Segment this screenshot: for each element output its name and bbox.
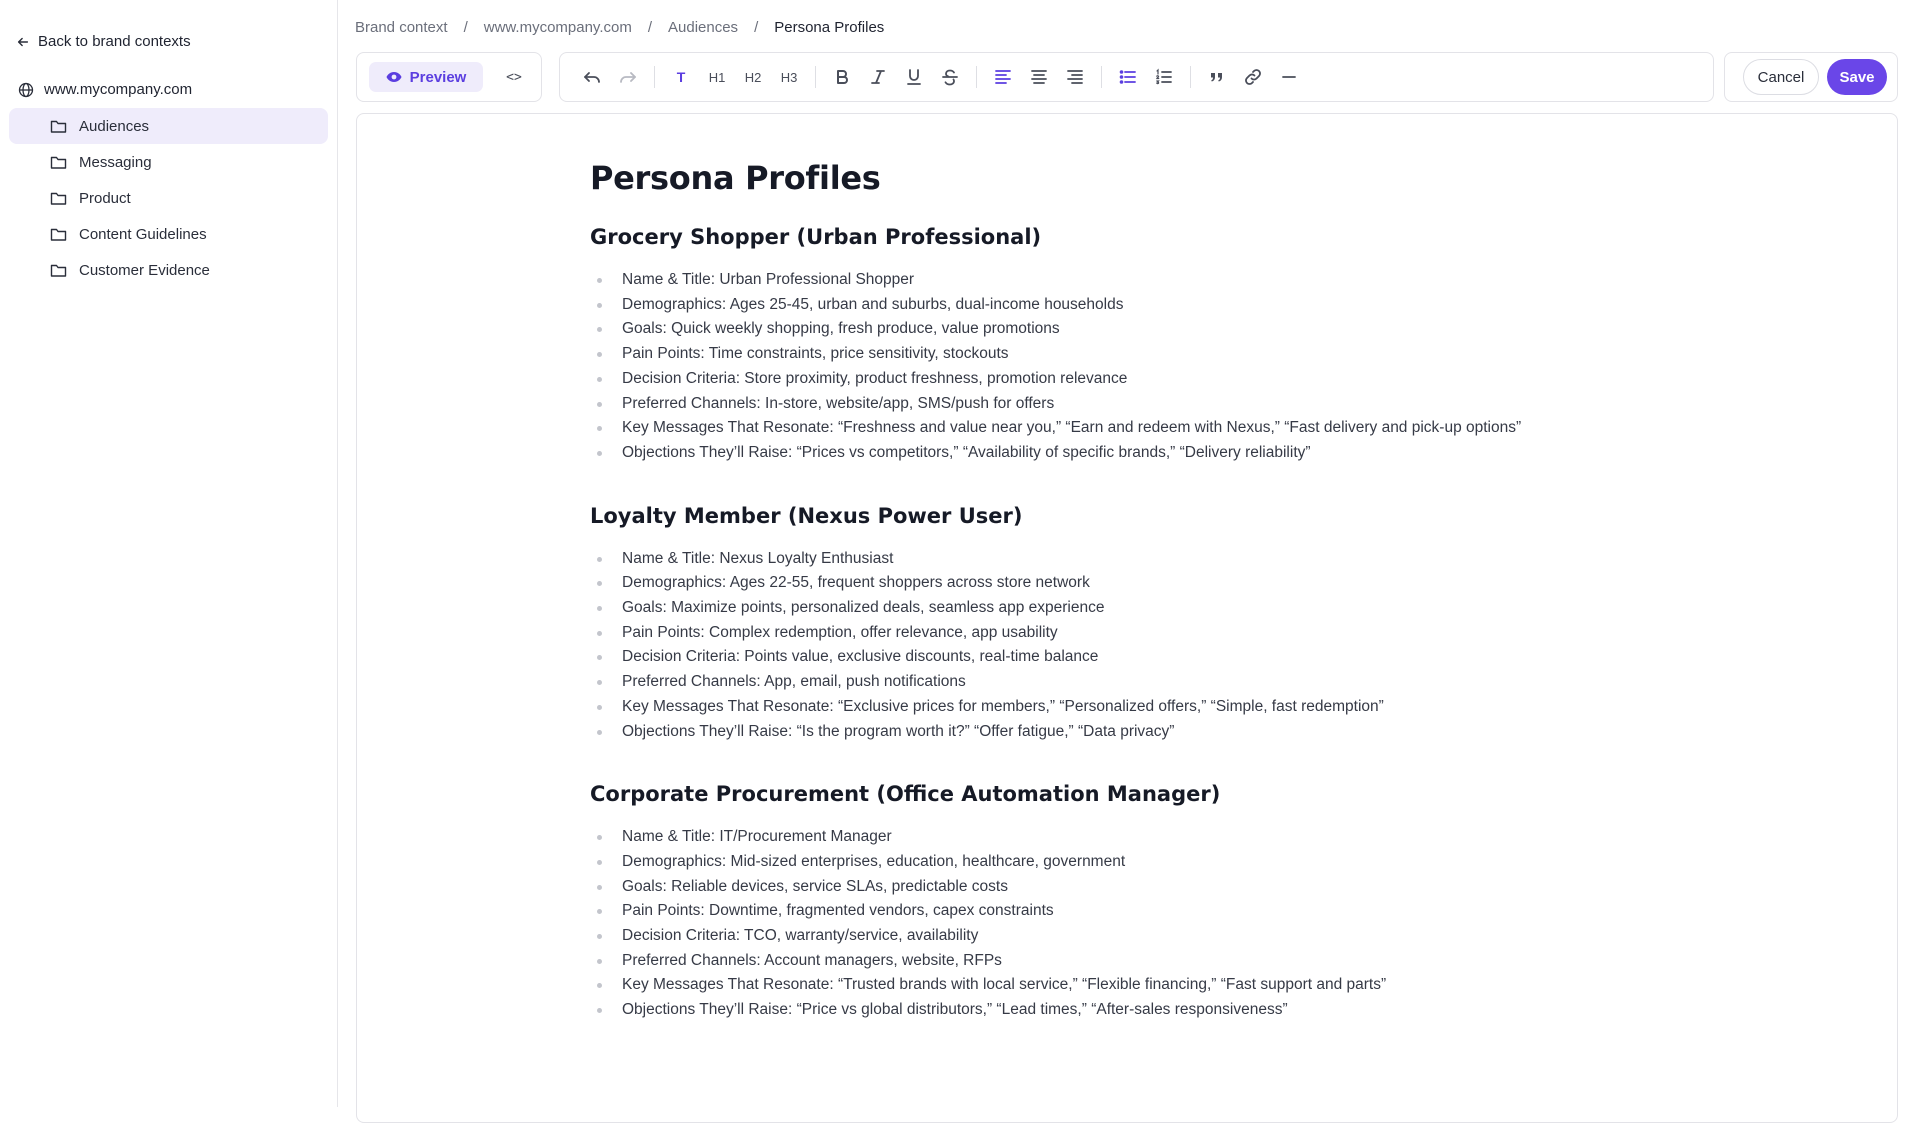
h3-label: H3 bbox=[780, 69, 798, 85]
undo-button[interactable] bbox=[574, 61, 610, 93]
sidebar-item-label: Customer Evidence bbox=[79, 261, 210, 279]
redo-icon bbox=[618, 67, 638, 87]
bold-icon bbox=[832, 67, 852, 87]
underline-icon bbox=[904, 67, 924, 87]
list-item: Name & Title: IT/Procurement Manager bbox=[590, 825, 1590, 850]
section-heading: Grocery Shopper (Urban Professional) bbox=[590, 225, 1042, 249]
horizontal-rule-button[interactable] bbox=[1271, 61, 1307, 93]
h2-label: H2 bbox=[744, 69, 762, 85]
view-mode-toggle bbox=[356, 52, 542, 102]
list-item: Demographics: Mid-sized enterprises, education, healthcare, government bbox=[590, 850, 1590, 875]
cancel-button[interactable]: Cancel bbox=[1743, 59, 1819, 95]
bullet-list bbox=[590, 547, 1590, 745]
link-icon bbox=[1243, 67, 1263, 87]
preview-button[interactable] bbox=[369, 62, 483, 92]
section-heading: Corporate Procurement (Office Automation Manager) bbox=[590, 782, 1221, 807]
heading-3-button[interactable] bbox=[771, 61, 807, 93]
bullet-list bbox=[590, 268, 1590, 466]
toolbar-divider bbox=[1101, 66, 1102, 88]
toolbar-divider bbox=[976, 66, 977, 88]
list-item: Decision Criteria: TCO, warranty/service, availability bbox=[590, 924, 1590, 949]
list-item: Demographics: Ages 25-45, urban and suburbs, dual-income households bbox=[590, 293, 1590, 318]
list-item: Pain Points: Time constraints, price sensitivity, stockouts bbox=[590, 342, 1590, 367]
strikethrough-icon bbox=[940, 67, 960, 87]
breadcrumb-domain[interactable]: www.mycompany.com bbox=[483, 19, 632, 36]
back-to-brand-contexts-link[interactable] bbox=[16, 33, 191, 50]
sidebar bbox=[0, 0, 338, 1107]
list-item: Goals: Reliable devices, service SLAs, predictable costs bbox=[590, 875, 1590, 900]
toolbar-divider bbox=[815, 66, 816, 88]
list-item: Objections They’ll Raise: “Prices vs competitors,” “Availability of specific brands,” “Delivery reliability” bbox=[590, 441, 1590, 466]
horizontal-rule-icon bbox=[1279, 67, 1299, 87]
list-item: Pain Points: Complex redemption, offer relevance, app usability bbox=[590, 621, 1590, 646]
h1-label: H1 bbox=[708, 69, 726, 85]
breadcrumb bbox=[355, 19, 884, 36]
toolbar-divider bbox=[1190, 66, 1191, 88]
list-item: Key Messages That Resonate: “Freshness and value near you,” “Earn and redeem with Nexus,” “Fast delivery and pick-up options” bbox=[590, 416, 1590, 441]
blockquote-button[interactable] bbox=[1199, 61, 1235, 93]
sidebar-item-label: Content Guidelines bbox=[79, 225, 207, 243]
bullet-list-icon bbox=[1118, 67, 1138, 87]
strikethrough-button[interactable] bbox=[932, 61, 968, 93]
list-item: Goals: Maximize points, personalized deals, seamless app experience bbox=[590, 596, 1590, 621]
list-item: Goals: Quick weekly shopping, fresh produce, value promotions bbox=[590, 317, 1590, 342]
code-icon: <> bbox=[506, 69, 522, 85]
align-right-button[interactable] bbox=[1057, 61, 1093, 93]
eye-icon bbox=[386, 70, 402, 84]
align-center-button[interactable] bbox=[1021, 61, 1057, 93]
sidebar-item-label: Product bbox=[79, 189, 131, 207]
heading-2-button[interactable] bbox=[735, 61, 771, 93]
bullet-list bbox=[590, 825, 1590, 1023]
list-item: Demographics: Ages 22-55, frequent shoppers across store network bbox=[590, 571, 1590, 596]
undo-icon bbox=[582, 67, 602, 87]
section-heading: Loyalty Member (Nexus Power User) bbox=[590, 503, 1023, 528]
align-left-icon bbox=[993, 67, 1013, 87]
list-item: Decision Criteria: Points value, exclusive discounts, real-time balance bbox=[590, 645, 1590, 670]
sidebar-item-label: Messaging bbox=[79, 153, 152, 171]
heading-1-button[interactable] bbox=[699, 61, 735, 93]
document-title: Persona Profiles bbox=[590, 159, 881, 197]
align-center-icon bbox=[1029, 67, 1049, 87]
sidebar-item-messaging[interactable] bbox=[9, 144, 328, 180]
align-right-icon bbox=[1065, 67, 1085, 87]
list-item: Objections They’ll Raise: “Is the program worth it?” “Offer fatigue,” “Data privacy” bbox=[590, 720, 1590, 745]
folder-icon bbox=[50, 191, 67, 206]
list-item: Name & Title: Nexus Loyalty Enthusiast bbox=[590, 547, 1590, 572]
sidebar-item-product[interactable] bbox=[9, 180, 328, 216]
folder-icon bbox=[50, 119, 67, 134]
breadcrumb-brand-context[interactable]: Brand context bbox=[355, 19, 448, 36]
breadcrumb-audiences[interactable]: Audiences bbox=[668, 19, 739, 36]
editor-panel[interactable] bbox=[356, 113, 1898, 1123]
list-item: Pain Points: Downtime, fragmented vendors, capex constraints bbox=[590, 899, 1590, 924]
redo-button[interactable] bbox=[610, 61, 646, 93]
italic-icon bbox=[868, 67, 888, 87]
document-sections bbox=[590, 225, 1590, 1023]
folder-icon bbox=[50, 263, 67, 278]
bullet-list-button[interactable] bbox=[1110, 61, 1146, 93]
breadcrumb-separator: / bbox=[754, 19, 759, 36]
globe-icon bbox=[18, 82, 34, 98]
text-style-label: T bbox=[676, 69, 686, 85]
list-item: Objections They’ll Raise: “Price vs global distributors,” “Lead times,” “After-sales responsiveness” bbox=[590, 998, 1590, 1023]
underline-button[interactable] bbox=[896, 61, 932, 93]
breadcrumb-separator: / bbox=[647, 19, 652, 36]
folder-tree bbox=[9, 108, 328, 288]
folder-icon bbox=[50, 227, 67, 242]
document-content[interactable] bbox=[590, 159, 1590, 1061]
arrow-left-icon bbox=[16, 35, 30, 49]
paragraph-text-button[interactable] bbox=[663, 61, 699, 93]
numbered-list-icon bbox=[1154, 67, 1174, 87]
list-item: Key Messages That Resonate: “Exclusive prices for members,” “Personalized offers,” “Simple, fast redemption” bbox=[590, 695, 1590, 720]
breadcrumb-current-page: Persona Profiles bbox=[774, 19, 885, 36]
quote-icon bbox=[1207, 67, 1227, 87]
editor-actions bbox=[1724, 52, 1898, 102]
domain-tree-root[interactable] bbox=[18, 81, 192, 98]
list-item: Name & Title: Urban Professional Shopper bbox=[590, 268, 1590, 293]
preview-label: Preview bbox=[409, 68, 467, 86]
list-item: Preferred Channels: In-store, website/app, SMS/push for offers bbox=[590, 392, 1590, 417]
italic-button[interactable] bbox=[860, 61, 896, 93]
formatting-toolbar bbox=[559, 52, 1714, 102]
save-button[interactable]: Save bbox=[1827, 59, 1887, 95]
link-button[interactable] bbox=[1235, 61, 1271, 93]
breadcrumb-separator: / bbox=[463, 19, 468, 36]
bold-button[interactable] bbox=[824, 61, 860, 93]
code-view-button[interactable] bbox=[491, 62, 537, 92]
sidebar-item-label: Audiences bbox=[79, 117, 150, 135]
sidebar-item-customer-evidence[interactable] bbox=[9, 252, 328, 288]
sidebar-item-content-guidelines[interactable] bbox=[9, 216, 328, 252]
folder-icon bbox=[50, 155, 67, 170]
numbered-list-button[interactable] bbox=[1146, 61, 1182, 93]
sidebar-item-audiences[interactable] bbox=[9, 108, 328, 144]
list-item: Preferred Channels: App, email, push notifications bbox=[590, 670, 1590, 695]
align-left-button[interactable] bbox=[985, 61, 1021, 93]
toolbar-divider bbox=[654, 66, 655, 88]
list-item: Preferred Channels: Account managers, website, RFPs bbox=[590, 949, 1590, 974]
back-link-label: Back to brand contexts bbox=[38, 33, 191, 50]
list-item: Decision Criteria: Store proximity, product freshness, promotion relevance bbox=[590, 367, 1590, 392]
list-item: Key Messages That Resonate: “Trusted brands with local service,” “Flexible financing,” “Fast support and parts” bbox=[590, 973, 1590, 998]
domain-label: www.mycompany.com bbox=[44, 81, 193, 98]
